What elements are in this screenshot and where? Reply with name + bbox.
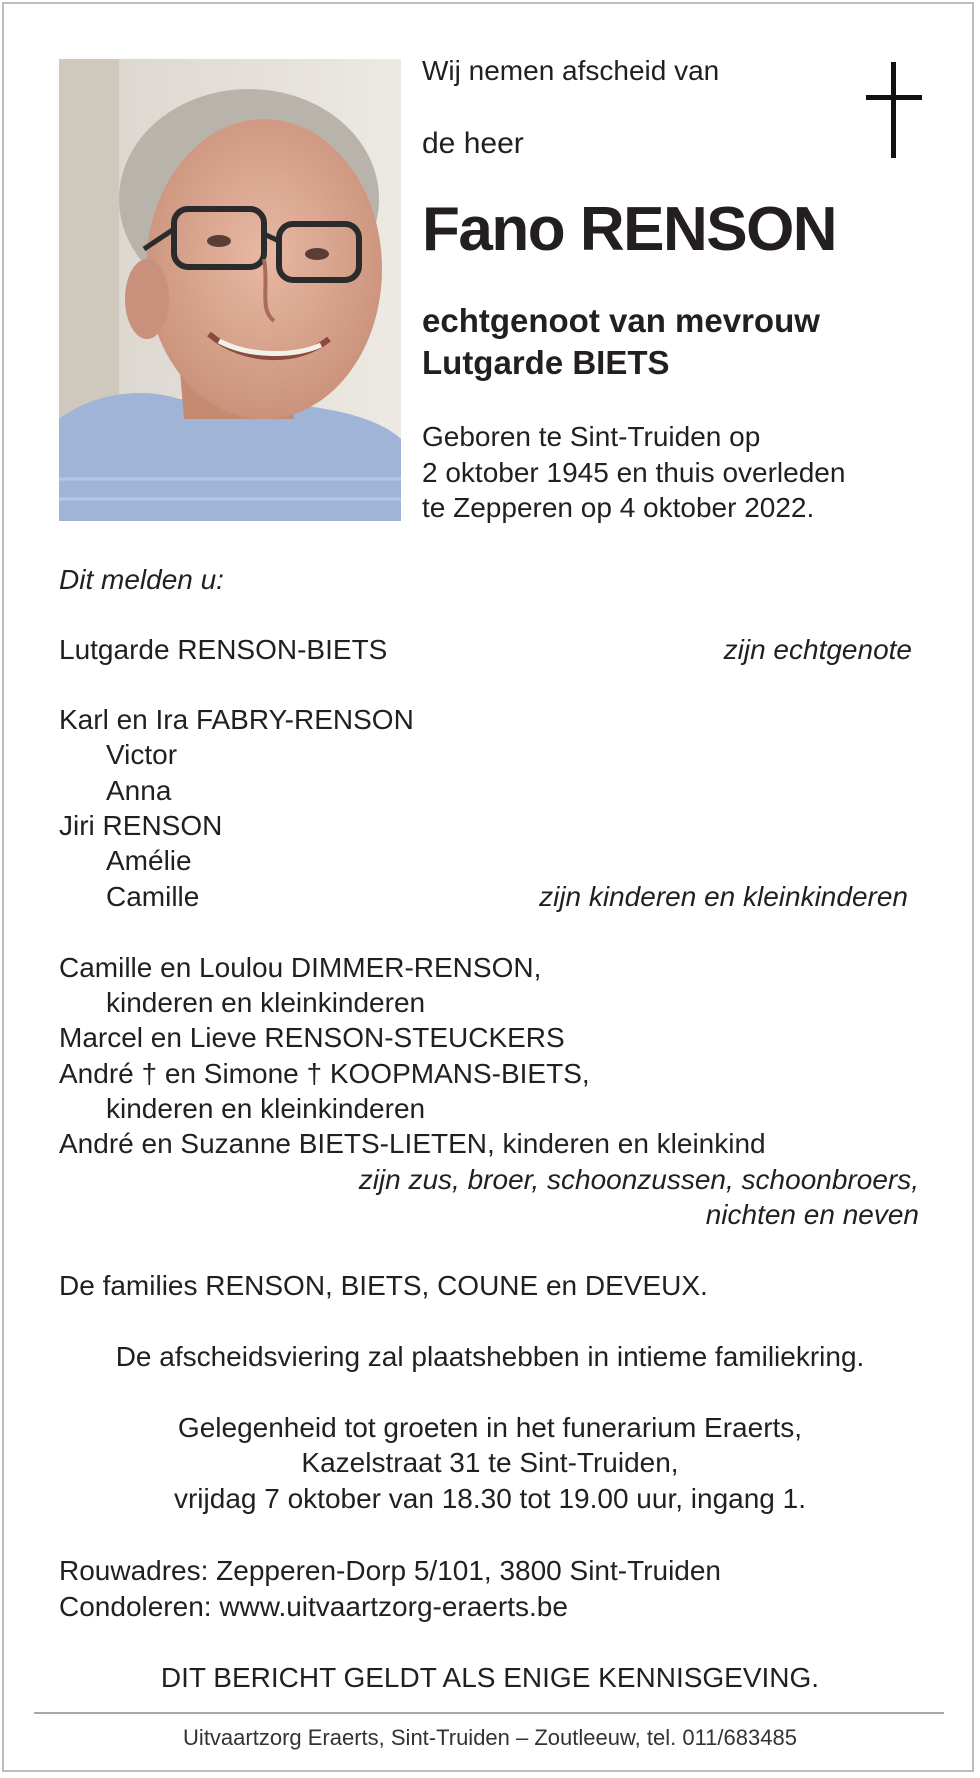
children-relation: zijn kinderen en kleinkinderen [539, 881, 908, 912]
visit-line-1: Gelegenheid tot groeten in het funerarium Eraerts, [177, 1412, 803, 1443]
families-text: De families RENSON, BIETS, COUNE en DEVEUX. [59, 1270, 708, 1301]
footer-divider [34, 1712, 944, 1714]
sibling-line: kinderen en kleinkinderen [106, 987, 426, 1018]
grandchild-line: Anna [106, 775, 172, 806]
announce-text: Dit melden u: [59, 564, 224, 595]
ceremony-text: De afscheidsviering zal plaatshebben in intieme familiekring. [115, 1341, 865, 1372]
sibling-line: Marcel en Lieve RENSON-STEUCKERS [59, 1022, 565, 1053]
notice-text: DIT BERICHT GELDT ALS ENIGE KENNISGEVING. [160, 1662, 820, 1693]
footer-text: Uitvaartzorg Eraerts, Sint-Truiden – Zoutleeuw, tel. 011/683485 [183, 1725, 797, 1750]
condolences-text: Condoleren: www.uitvaartzorg-eraerts.be [59, 1591, 568, 1622]
spouse-line-2: Lutgarde BIETS [422, 344, 670, 381]
grandchild-line: Victor [106, 739, 178, 770]
title-prefix: de heer [422, 127, 524, 160]
sibling-line: André en Suzanne BIETS-LIETEN, kinderen en kleinkind [59, 1128, 766, 1159]
grandchild-line: Camille [106, 881, 200, 912]
spouse-line-1: echtgenoot van mevrouw [422, 302, 820, 339]
visit-line-3: vrijdag 7 oktober van 18.30 tot 19.00 uur, ingang 1. [173, 1483, 806, 1514]
birth-line-1: Geboren te Sint-Truiden op [422, 421, 761, 452]
visit-line-2: Kazelstraat 31 te Sint-Truiden, [301, 1447, 679, 1478]
sibling-line: kinderen en kleinkinderen [106, 1093, 426, 1124]
sibling-line: Camille en Loulou DIMMER-RENSON, [59, 952, 542, 983]
spouse-relation: zijn echtgenote [723, 634, 912, 665]
birth-line-3: te Zepperen op 4 oktober 2022. [422, 492, 815, 523]
cross-icon [866, 62, 922, 158]
address-text: Rouwadres: Zepperen-Dorp 5/101, 3800 Sint-Truiden [59, 1555, 722, 1586]
birth-line-2: 2 oktober 1945 en thuis overleden [422, 457, 846, 488]
intro-text: Wij nemen afscheid van [422, 55, 720, 86]
deceased-name: Fano RENSON [422, 195, 837, 264]
portrait-photo [59, 59, 401, 521]
child-line: Karl en Ira FABRY-RENSON [59, 704, 414, 735]
grandchild-line: Amélie [106, 845, 192, 876]
siblings-relation-1: zijn zus, broer, schoonzussen, schoonbroers, [358, 1164, 919, 1195]
spouse-name: Lutgarde RENSON-BIETS [59, 634, 388, 665]
child-line: Jiri RENSON [59, 810, 223, 841]
siblings-relation-2: nichten en neven [705, 1199, 919, 1230]
sibling-line: André † en Simone † KOOPMANS-BIETS, [59, 1058, 590, 1089]
